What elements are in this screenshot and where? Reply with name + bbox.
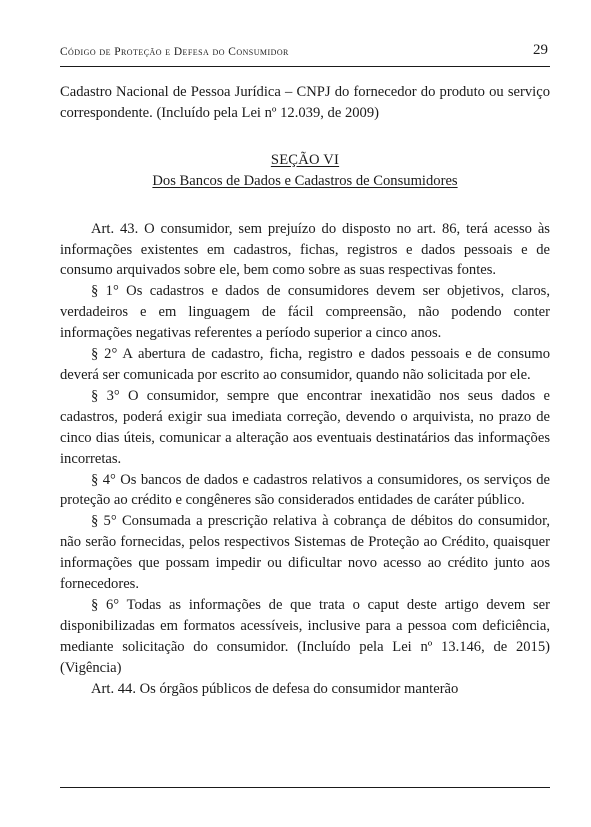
paragraph-2: § 2° A abertura de cadastro, ficha, registro e dados pessoais e de consumo deverá ser comunicada por escrito ao consumidor, quando não solicitada por ele. bbox=[60, 346, 550, 383]
paragraph-3: § 3° O consumidor, sempre que encontrar inexatidão nos seus dados e cadastros, poderá exigir sua imediata correção, devendo o arquivista, no prazo de cinco dias úteis, comunicar a alteração aos eventuais destinatários das informações incorretas. bbox=[60, 387, 550, 467]
page-body bbox=[60, 82, 550, 699]
running-header bbox=[60, 42, 550, 67]
footer-rule bbox=[60, 787, 550, 788]
page-number: 29 bbox=[533, 42, 548, 58]
paragraph-4: § 4° Os bancos de dados e cadastros relativos a consumidores, os serviços de proteção ao crédito e congêneres são considerados entidades de caráter público. bbox=[60, 471, 550, 509]
paragraph-6: § 6° Todas as informações de que trata o caput deste artigo devem ser disponibilizadas em formatos acessíveis, inclusive para a pessoa com deficiência, mediante solicitação do consumidor. (Incluído pela Lei nº 13.146, de 2015) (Vigência) bbox=[60, 596, 550, 676]
continued-paragraph: Cadastro Nacional de Pessoa Jurídica – CNPJ do fornecedor do produto ou serviço correspondente. (Incluído pela Lei nº 12.039, de 2009) bbox=[60, 84, 550, 121]
section-title: Dos Bancos de Dados e Cadastros de Consumidores bbox=[152, 172, 458, 189]
running-title: Código de Proteção e Defesa do Consumidor bbox=[60, 46, 289, 58]
paragraph-1: § 1° Os cadastros e dados de consumidores devem ser objetivos, claros, verdadeiros e em linguagem de fácil compreensão, não podendo conter informações negativas referentes a período superior a cinco anos. bbox=[60, 283, 550, 342]
article-44: Art. 44. Os órgãos públicos de defesa do consumidor manterão bbox=[91, 680, 459, 697]
article-43: Art. 43. O consumidor, sem prejuízo do disposto no art. 86, terá acesso às informações existentes em cadastros, fichas, registros e dados pessoais e de consumo arquivados sobre ele, bem como sobre as suas respectivas fontes. bbox=[60, 220, 550, 279]
paragraph-5: § 5° Consumada a prescrição relativa à cobrança de débitos do consumidor, não serão fornecidas, pelos respectivos Sistemas de Proteção ao Crédito, quaisquer informações que possam impedir ou dificultar novo acesso ao crédito junto aos fornecedores. bbox=[60, 513, 550, 593]
section-heading bbox=[60, 150, 550, 192]
section-number: SEÇÃO VI bbox=[270, 151, 340, 168]
book-page bbox=[60, 0, 550, 827]
